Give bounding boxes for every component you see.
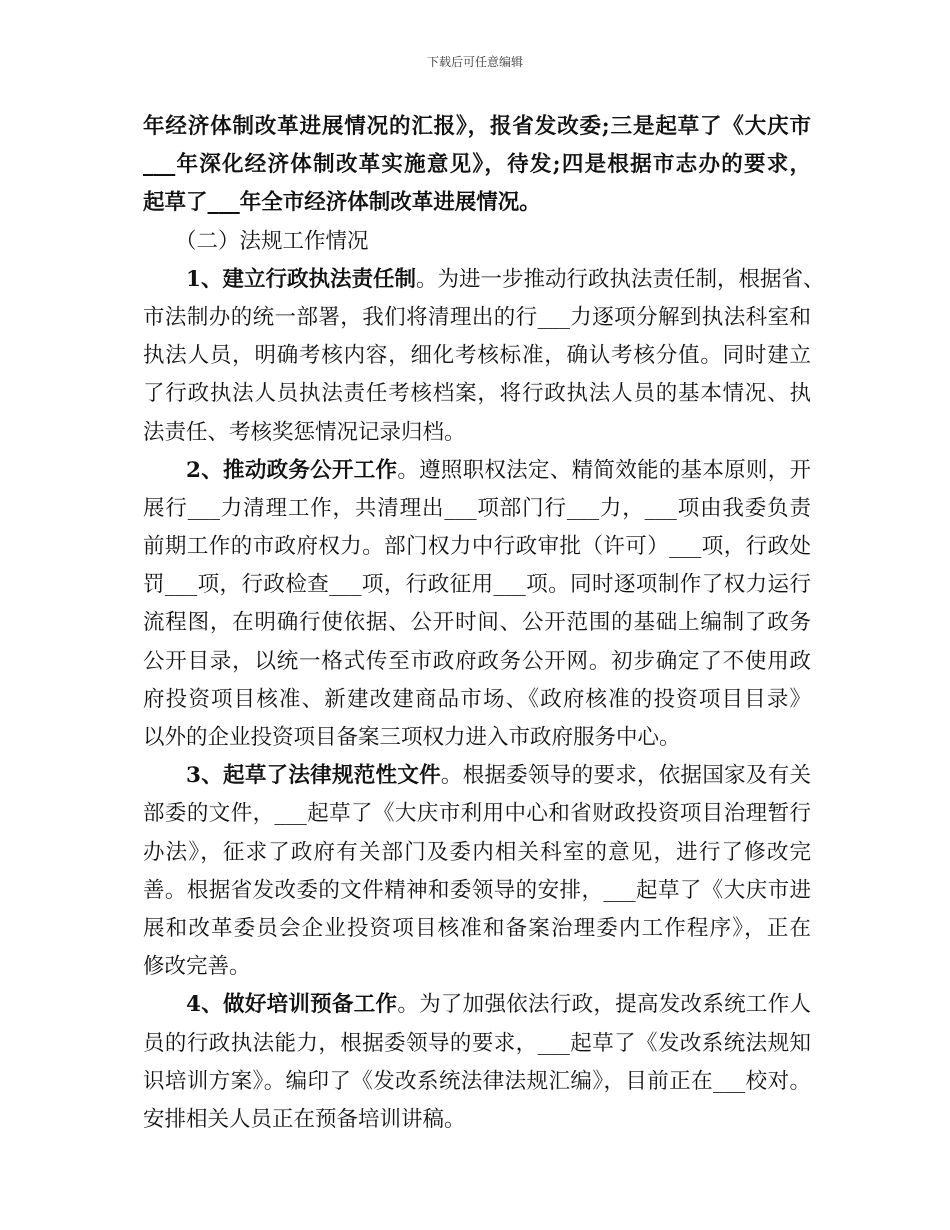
text-line: 善。根据省发改委的文件精神和委领导的安排，___起草了《大庆市进 [143,877,811,903]
paragraph-first-line [143,757,811,795]
text-line: 罚___项，行政检查___项，行政征用___项。同时逐项制作了权力运行 [143,572,811,598]
paragraph-first-line [143,452,811,490]
text-line: 员的行政执法能力，根据委领导的要求，___起草了《发改系统法规知 [143,1030,811,1056]
item-title: 2、推动政务公开工作 [186,457,398,483]
text-line: 年经济体制改革进展情况的汇报》，报省发改委;三是起草了《大庆市 [143,114,811,139]
text-line: 识培训方案》。编印了《发改系统法律法规汇编》，目前正在___校对。 [143,1068,811,1094]
text-line: 展行___力清理工作，共清理出___项部门行___力，___项由我委负责 [143,495,811,521]
paragraph-first-line [143,986,811,1024]
text-line: 部委的文件，___起草了《大庆市利用中心和省财政投资项目治理暂行 [143,801,811,827]
text-line: 法责任、考核奖惩情况记录归档。 [143,419,466,445]
section-heading: （二）法规工作情况 [175,228,369,254]
text-line: 流程图，在明确行使依据、公开时间、公开范围的基础上编制了政务 [143,610,811,636]
text-line: 。遵照职权法定、精简效能的基本原则，开 [397,457,811,483]
item-title: 4、做好培训预备工作 [186,992,398,1018]
text-line: 。根据委领导的要求，依据国家及有关 [440,763,811,789]
text-line: 起草了___年全市经济体制改革进展情况。 [143,190,541,216]
text-line: ___年深化经济体制改革实施意见》，待发;四是根据市志办的要求， [143,152,811,178]
item-title: 1、建立行政执法责任制 [186,266,416,292]
item-title: 3、起草了法律规范性文件 [186,763,441,789]
text-line: 展和改革委员会企业投资项目核准和备案治理委内工作程序》，正在 [143,915,811,941]
text-line: 公开目录，以统一格式传至市政府政务公开网。初步确定了不使用政 [143,648,811,674]
text-line: 执法人员，明确考核内容，细化考核标准，确认考核分值。同时建立 [143,343,811,369]
text-line: 修改完善。 [143,954,251,980]
text-line: 办法》，征求了政府有关部门及委内相关科室的意见，进行了修改完 [143,839,811,865]
paragraph-first-line [143,261,825,299]
text-line: 安排相关人员正在预备培训讲稿。 [143,1106,466,1132]
text-line: 。为了加强依法行政，提高发改系统工作人 [397,992,811,1018]
text-line: 了行政执法人员执法责任考核档案，将行政执法人员的基本情况、执 [143,381,811,407]
text-line: 市法制办的统一部署，我们将清理出的行___力逐项分解到执法科室和 [143,304,811,330]
text-line: 以外的企业投资项目备案三项权力进入市政府服务中心。 [143,725,681,750]
text-line: 府投资项目核准、新建改建商品市场、《政府核准的投资项目目录》 [143,686,811,712]
text-line: 。为进一步推动行政执法责任制，根据省、 [415,266,825,292]
text-line: 前期工作的市政府权力。部门权力中行政审批（许可）___项，行政处 [143,534,811,560]
document-body [143,108,825,1139]
page-header: 下载后可任意编辑 [426,55,523,69]
